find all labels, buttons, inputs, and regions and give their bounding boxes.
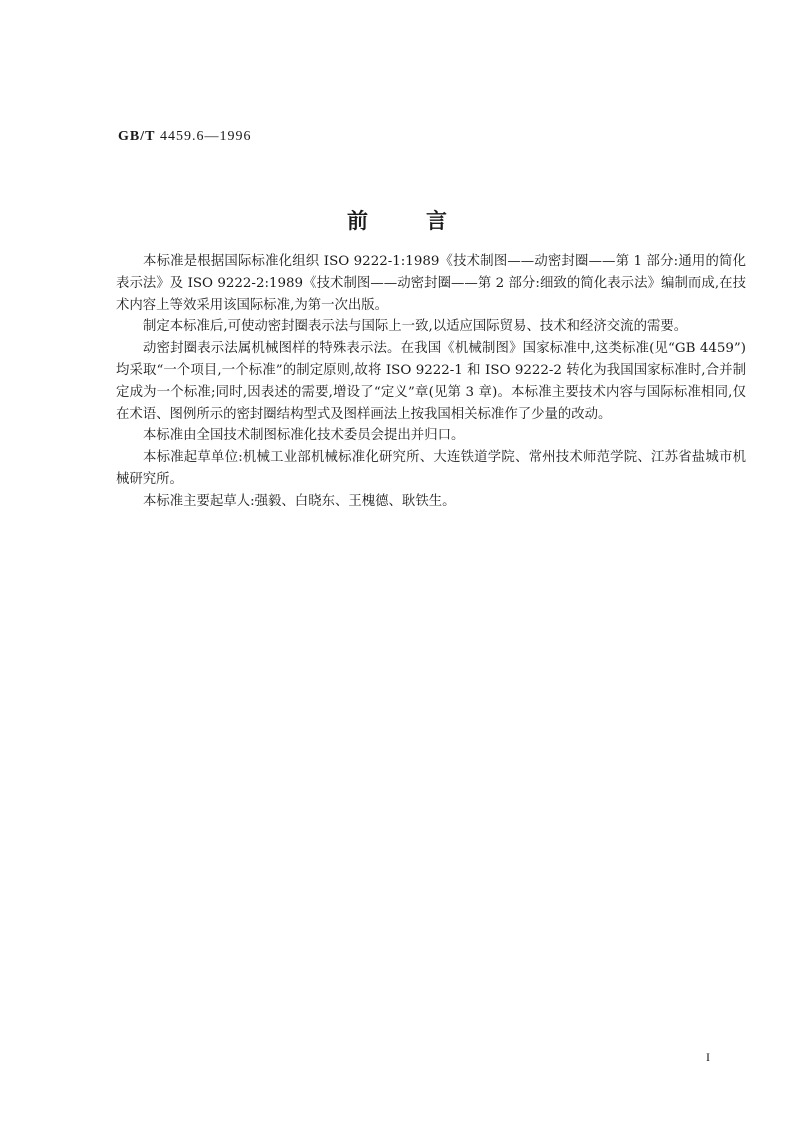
page-number: I: [706, 1050, 710, 1064]
page-title: [0, 205, 794, 235]
paragraph-drafters: 本标准主要起草人:强毅、白晓东、王槐德、耿铁生。: [143, 493, 456, 509]
paragraph-basis: 本标准是根据国际标准化组织 ISO 9222-1:1989《技术制图——动密封圈——第 1 部分:通用的简化表示法》及 ISO 9222-2:1989《技术制图——动密封圈——第 2 部分:细致的简化表示法》编制而成,在技术内容上等效采用该国际标准,为第一次出版。: [116, 254, 746, 313]
paragraph-scope: 动密封圈表示法属机械图样的特殊表示法。在我国《机械制图》国家标准中,这类标准(见“GB 4459”)均采取“一个项目,一个标准”的制定原则,故将 ISO 9222-1 和 ISO 9222-2 转化为我国国家标准时,合并制定成为一个标准;同时,因表述的需要,增设了“定义”章(见第 3 章)。本标准主要技术内容与国际标准相同,仅在术语、图例所示的密封圈结构型式及图样画法上按我国相关标准作了少量的改动。: [116, 341, 746, 422]
paragraph-drafting-units: 本标准起草单位:机械工业部机械标准化研究所、大连铁道学院、常州技术师范学院、江苏省盐城市机械研究所。: [116, 450, 746, 487]
standard-prefix: GB/T: [118, 129, 156, 144]
foreword-body: [116, 251, 746, 513]
title-char-1: 前: [347, 208, 368, 233]
title-char-2: 言: [426, 208, 447, 233]
standard-number: 4459.6—1996: [159, 129, 252, 144]
paragraph-purpose: 制定本标准后,可使动密封圈表示法与国际上一致,以适应国际贸易、技术和经济交流的需要。: [143, 319, 688, 335]
paragraph-proposer: 本标准由全国技术制图标准化技术委员会提出并归口。: [143, 428, 465, 444]
standard-code: [118, 129, 251, 145]
